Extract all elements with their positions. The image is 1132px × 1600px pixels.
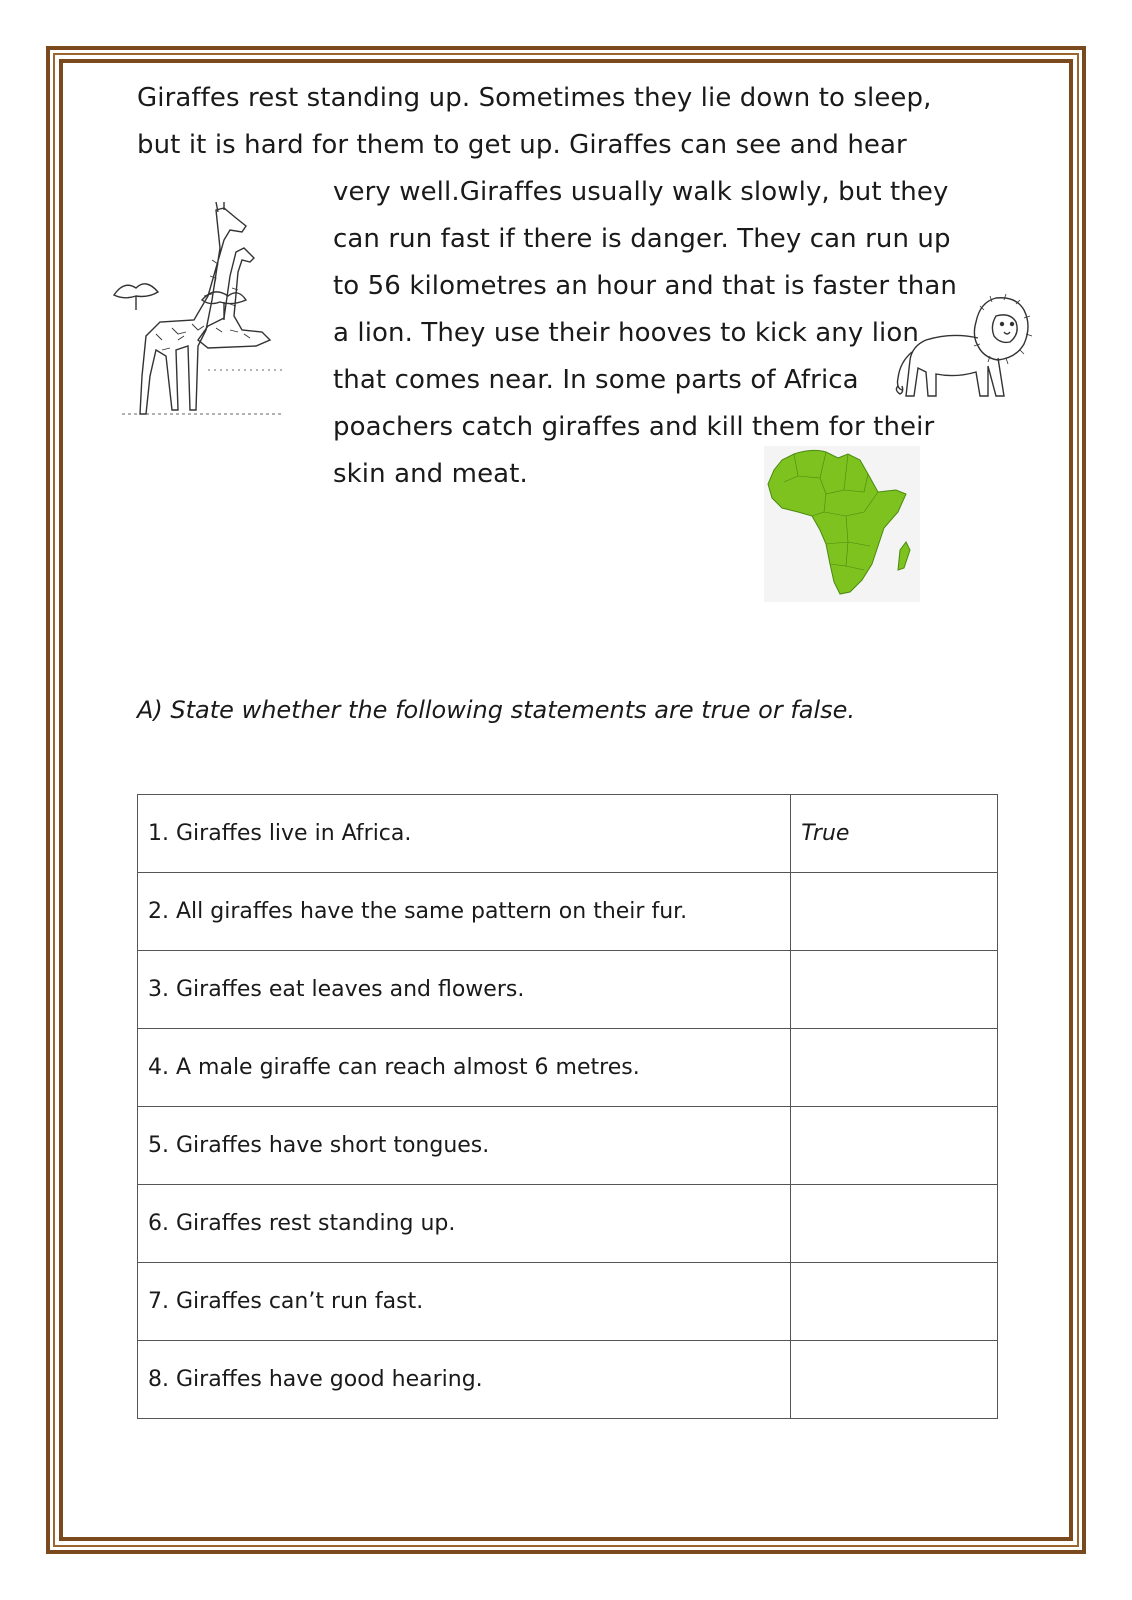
answer-cell[interactable]: [791, 1341, 998, 1419]
statement-cell: 2. All giraffes have the same pattern on their fur.: [138, 873, 791, 951]
statement-cell: 4. A male giraffe can reach almost 6 metres.: [138, 1029, 791, 1107]
passage-line: but it is hard for them to get up. Giraffes can see and hear: [137, 130, 907, 160]
statement-cell: 8. Giraffes have good hearing.: [138, 1341, 791, 1419]
statement-cell: 6. Giraffes rest standing up.: [138, 1185, 791, 1263]
table-row: [138, 873, 998, 951]
table-row: [138, 1107, 998, 1185]
passage-line: skin and meat.: [333, 459, 528, 489]
passage-line: can run fast if there is danger. They can run up: [333, 224, 951, 254]
table-row: [138, 1263, 998, 1341]
africa-map-illustration: [764, 446, 920, 602]
table-row: [138, 1029, 998, 1107]
passage-line: that comes near. In some parts of Africa: [333, 365, 859, 395]
answer-cell[interactable]: [791, 951, 998, 1029]
answer-cell[interactable]: [791, 1185, 998, 1263]
statement-cell: 7. Giraffes can’t run fast.: [138, 1263, 791, 1341]
table-row: [138, 1341, 998, 1419]
passage-line: poachers catch giraffes and kill them for their: [333, 412, 935, 442]
passage-line: Giraffes rest standing up. Sometimes they lie down to sleep,: [137, 83, 932, 113]
answer-cell[interactable]: [791, 1107, 998, 1185]
answer-cell[interactable]: True: [791, 795, 998, 873]
passage-line: very well.Giraffes usually walk slowly, but they: [333, 177, 949, 207]
passage-line: to 56 kilometres an hour and that is faster than: [333, 271, 958, 301]
giraffe-illustration: [112, 200, 292, 430]
table-row: [138, 795, 998, 873]
lion-illustration: [892, 292, 1034, 407]
answer-cell[interactable]: [791, 873, 998, 951]
instruction-heading: A) State whether the following statements are true or false.: [137, 696, 856, 724]
true-false-table: [137, 794, 998, 1419]
passage-line: a lion. They use their hooves to kick any lion: [333, 318, 919, 348]
statement-cell: 5. Giraffes have short tongues.: [138, 1107, 791, 1185]
table-row: [138, 1185, 998, 1263]
answer-cell[interactable]: [791, 1263, 998, 1341]
statement-cell: 1. Giraffes live in Africa.: [138, 795, 791, 873]
statement-cell: 3. Giraffes eat leaves and flowers.: [138, 951, 791, 1029]
answer-cell[interactable]: [791, 1029, 998, 1107]
table-row: [138, 951, 998, 1029]
